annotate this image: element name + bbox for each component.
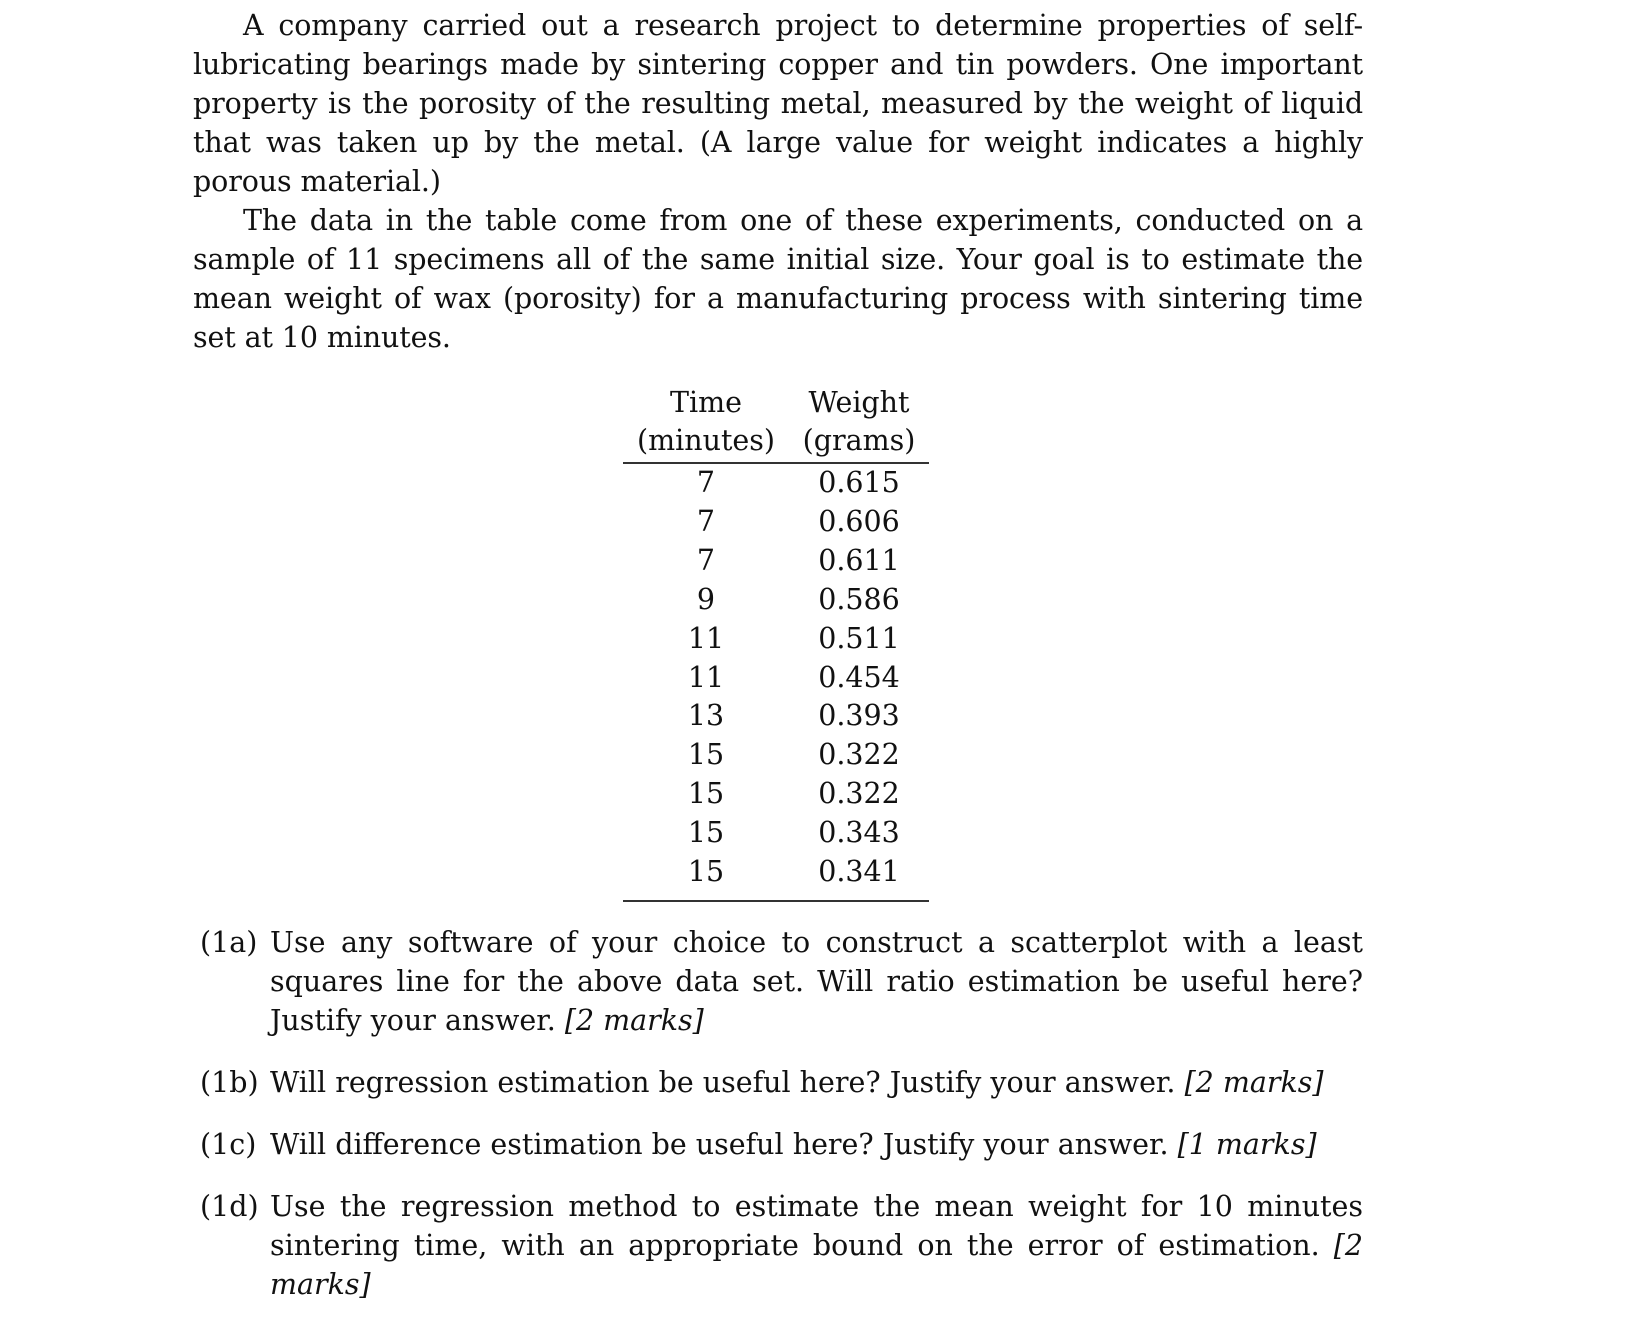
header-time-unit: (minutes) xyxy=(623,422,789,463)
weight-cell: 0.341 xyxy=(818,855,900,889)
question-marks: [2 marks] xyxy=(270,1228,1364,1301)
question-1b xyxy=(200,1063,1363,1102)
question-1c xyxy=(200,1125,1363,1164)
time-cell: 15 xyxy=(687,738,725,772)
time-cell: 11 xyxy=(687,660,725,694)
data-description-paragraph: The data in the table come from one of these experiments, conducted on a sample of 11 specimens all of the same initial size. Your goal is to estimate the mean weight of wax (porosity) for a manufacturing process with sintering time set at 10 minutes. xyxy=(193,204,1363,354)
weight-cell: 0.343 xyxy=(818,816,900,850)
question-marks: [1 marks] xyxy=(1177,1127,1317,1161)
question-label: (1d) xyxy=(200,1189,259,1223)
question-body xyxy=(270,1187,1363,1304)
time-cell: 15 xyxy=(687,855,725,889)
weight-cell: 0.586 xyxy=(818,582,900,616)
data-table xyxy=(623,384,929,902)
weight-cell: 0.611 xyxy=(818,543,900,577)
table-row xyxy=(623,853,929,901)
table-row xyxy=(623,542,929,581)
header-time: Time xyxy=(669,386,742,419)
question-body xyxy=(270,1125,1363,1164)
time-cell: 13 xyxy=(687,699,725,733)
question-marks: [2 marks] xyxy=(564,1003,704,1037)
table-row xyxy=(623,581,929,620)
table-row xyxy=(623,775,929,814)
header-weight: Weight xyxy=(808,386,910,419)
time-cell: 7 xyxy=(696,504,716,538)
weight-cell: 0.615 xyxy=(818,466,900,499)
header-weight-unit: (grams) xyxy=(789,422,929,463)
table-row xyxy=(623,503,929,542)
time-cell: 11 xyxy=(687,621,725,655)
weight-cell: 0.393 xyxy=(818,699,900,733)
time-cell: 9 xyxy=(696,582,716,616)
question-label: (1a) xyxy=(200,925,258,959)
time-cell: 15 xyxy=(687,816,725,850)
table-row xyxy=(623,659,929,698)
weight-cell: 0.322 xyxy=(818,738,900,772)
table-row xyxy=(623,620,929,659)
question-marks: [2 marks] xyxy=(1184,1065,1324,1099)
time-cell: 7 xyxy=(696,543,716,577)
question-label: (1b) xyxy=(200,1065,259,1099)
question-text: Will regression estimation be useful here? Justify your answer. xyxy=(270,1065,1176,1099)
question-1d xyxy=(200,1187,1363,1304)
weight-cell: 0.606 xyxy=(818,504,900,538)
data-table-container xyxy=(623,384,929,902)
intro-paragraph: A company carried out a research project to determine properties of self-lubricating bearings made by sintering copper and tin powders. One important property is the porosity of the resulting metal, measured by the weight of liquid that was taken up by the metal. (A large value for weight indicates a highly porous material.) xyxy=(193,9,1363,198)
table-row xyxy=(623,736,929,775)
question-body xyxy=(270,923,1363,1040)
question-text: Use any software of your choice to construct a scatterplot with a least squares line for the above data set. Will ratio estimation be useful here? Justify your answer. xyxy=(270,925,1363,1037)
table-row xyxy=(623,697,929,736)
question-text: Use the regression method to estimate the mean weight for 10 minutes sintering time, with an appropriate bound on the error of estimation. xyxy=(270,1189,1363,1262)
question-label: (1c) xyxy=(200,1127,257,1161)
question-1a xyxy=(200,923,1363,1040)
time-cell: 7 xyxy=(696,466,716,499)
question-list xyxy=(200,923,1363,1304)
weight-cell: 0.454 xyxy=(818,660,900,694)
time-cell: 15 xyxy=(687,777,725,811)
table-row xyxy=(623,814,929,853)
weight-cell: 0.511 xyxy=(818,621,900,655)
question-text: Will difference estimation be useful here? Justify your answer. xyxy=(270,1127,1169,1161)
document-page xyxy=(193,6,1363,1327)
table-row xyxy=(623,463,929,503)
weight-cell: 0.322 xyxy=(818,777,900,811)
question-body xyxy=(270,1063,1363,1102)
